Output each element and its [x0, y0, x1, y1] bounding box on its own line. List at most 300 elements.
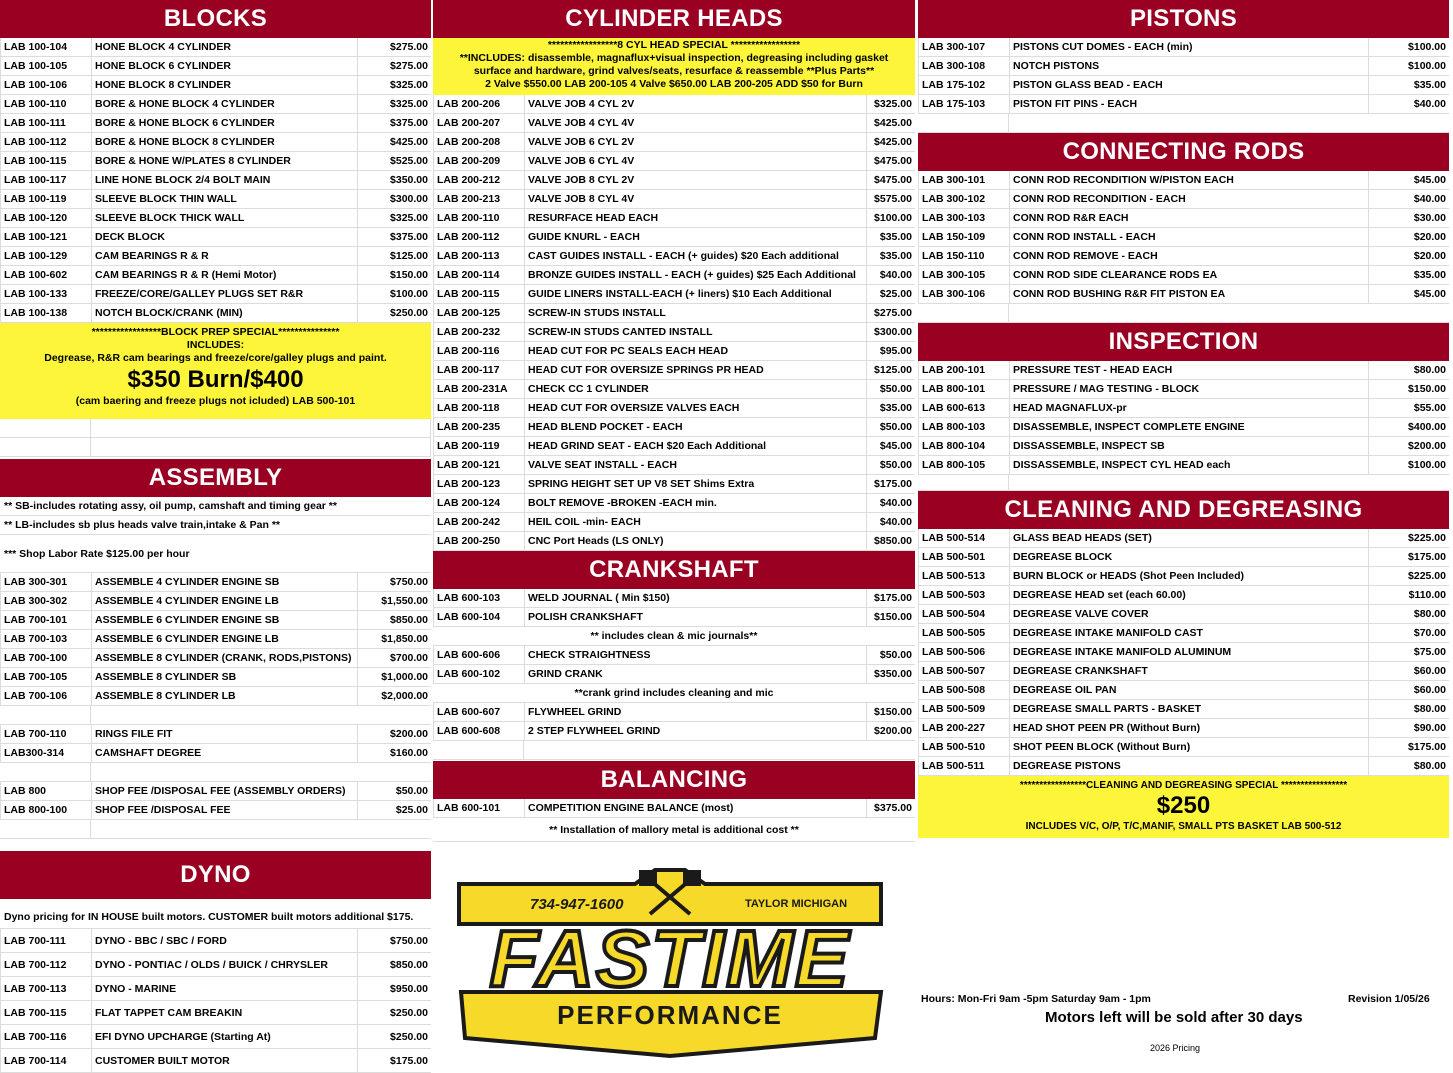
cell-price: $80.00	[1413, 364, 1446, 376]
cell-price: $100.00	[874, 212, 912, 224]
cell-code: LAB300-314	[1, 744, 92, 762]
logo-sub: PERFORMANCE	[557, 1000, 783, 1030]
cell-code: LAB 100-110	[1, 95, 92, 113]
cell-price: $525.00	[390, 155, 428, 167]
pistons-header: PISTONS	[918, 0, 1449, 38]
cell-price: $100.00	[1408, 41, 1446, 53]
cell-code: LAB 200-227	[919, 719, 1010, 737]
table-row	[919, 567, 1449, 586]
logo-location: TAYLOR MICHIGAN	[745, 898, 848, 910]
cell-code: LAB 200-110	[434, 209, 525, 227]
cell-price: $50.00	[879, 421, 912, 433]
table-row	[1, 114, 431, 133]
special-includes: INCLUDES:	[186, 339, 245, 351]
cell-desc: ASSEMBLE 4 CYLINDER ENGINE LB	[92, 592, 358, 610]
cell-desc: WELD JOURNAL ( Min $150)	[525, 589, 867, 607]
cell-desc: VALVE JOB 8 CYL 2V	[525, 171, 867, 189]
cell-code: LAB 600-607	[434, 703, 525, 721]
special-note: (cam baering and freeze plugs not icluded) LAB 500-101	[75, 395, 356, 407]
cell-price: $40.00	[1413, 193, 1446, 205]
table-row	[434, 532, 915, 551]
cell-desc: DECK BLOCK	[92, 228, 358, 246]
table-row	[434, 323, 915, 342]
table-row	[434, 285, 915, 304]
cell-code: LAB 500-504	[919, 605, 1010, 623]
inspection-header: INSPECTION	[918, 323, 1449, 361]
cell-price: $850.00	[390, 614, 428, 626]
cell-price: $60.00	[1413, 684, 1446, 696]
cell-price: $325.00	[390, 79, 428, 91]
cleaning-special	[918, 776, 1449, 838]
table-row	[1, 977, 431, 1001]
cell-desc: SHOP FEE /DISPOSAL FEE	[92, 801, 358, 819]
cell-price: $150.00	[1408, 383, 1446, 395]
cell-desc: SCREW-IN STUDS INSTALL	[525, 304, 867, 322]
cell-desc: BOLT REMOVE -BROKEN -EACH min.	[525, 494, 867, 512]
cell-desc: ASSEMBLE 6 CYLINDER ENGINE SB	[92, 611, 358, 629]
cell-code: LAB 800-101	[919, 380, 1010, 398]
assembly-table-2	[0, 725, 431, 763]
cell-price: $60.00	[1413, 665, 1446, 677]
table-row	[919, 605, 1449, 624]
cleaning-header: CLEANING AND DEGREASING	[918, 491, 1449, 529]
cell-price: $45.00	[1413, 174, 1446, 186]
cell-code: LAB 700-106	[1, 687, 92, 705]
cell-code: LAB 200-116	[434, 342, 525, 360]
block-prep-special	[0, 323, 431, 419]
table-row	[1, 1049, 431, 1073]
cell-price: $125.00	[874, 364, 912, 376]
cell-price: $425.00	[390, 136, 428, 148]
cell-desc: DYNO - PONTIAC / OLDS / BUICK / CHRYSLER	[92, 953, 358, 976]
table-row	[434, 380, 915, 399]
assembly-header: ASSEMBLY	[0, 459, 431, 497]
cell-desc: CONN ROD R&R EACH	[1010, 209, 1369, 227]
head-special-line4: 2 Valve $550.00 LAB 200-105 4 Valve $650.00 LAB 200-205 ADD $50 for Burn	[485, 78, 863, 90]
cell-price: $160.00	[390, 747, 428, 759]
cell-desc: CAM BEARINGS R & R	[92, 247, 358, 265]
cell-desc: CONN ROD INSTALL - EACH	[1010, 228, 1369, 246]
table-row	[1, 744, 431, 763]
table-row	[434, 608, 915, 627]
cell-desc: COMPETITION ENGINE BALANCE (most)	[525, 799, 867, 817]
cell-desc: DISSASSEMBLE, INSPECT CYL HEAD each	[1010, 456, 1369, 474]
cell-desc: SHOT PEEN BLOCK (Without Burn)	[1010, 738, 1369, 756]
table-row	[1, 592, 431, 611]
cell-code: LAB 500-507	[919, 662, 1010, 680]
cell-desc: HONE BLOCK 4 CYLINDER	[92, 38, 358, 56]
cell-code: LAB 600-104	[434, 608, 525, 626]
cell-price: $175.00	[874, 592, 912, 604]
cell-desc: HEAD CUT FOR PC SEALS EACH HEAD	[525, 342, 867, 360]
cell-code: LAB 200-121	[434, 456, 525, 474]
balancing-table	[433, 799, 915, 818]
table-row	[434, 266, 915, 285]
empty-row	[433, 741, 915, 760]
table-row	[919, 285, 1449, 304]
table-row	[1, 38, 431, 57]
cell-desc: HEAD SHOT PEEN PR (Without Burn)	[1010, 719, 1369, 737]
table-row	[434, 589, 915, 608]
cell-code: LAB 700-114	[1, 1049, 92, 1072]
table-row	[434, 304, 915, 323]
table-row	[434, 418, 915, 437]
table-row	[1, 1025, 431, 1049]
cell-price: $275.00	[390, 60, 428, 72]
crank-note-grind: **crank grind includes cleaning and mic	[433, 684, 915, 703]
cell-desc: CUSTOMER BUILT MOTOR	[92, 1049, 358, 1072]
dyno-note: Dyno pricing for IN HOUSE built motors. CUSTOMER built motors additional $175.	[0, 899, 431, 929]
assembly-table	[0, 573, 431, 706]
table-row	[1, 611, 431, 630]
table-row	[919, 418, 1449, 437]
cell-code: LAB 300-102	[919, 190, 1010, 208]
blocks-header: BLOCKS	[0, 0, 431, 38]
cell-price: $80.00	[1413, 760, 1446, 772]
table-row	[919, 209, 1449, 228]
cylinder-heads-table	[433, 95, 915, 551]
hours-text: Hours: Mon-Fri 9am -5pm Saturday 9am - 1pm	[921, 993, 1151, 1005]
table-row	[1, 133, 431, 152]
cell-desc: VALVE JOB 6 CYL 2V	[525, 133, 867, 151]
cell-price: $300.00	[874, 326, 912, 338]
cell-desc: ASSEMBLE 4 CYLINDER ENGINE SB	[92, 573, 358, 591]
cell-price: $275.00	[874, 307, 912, 319]
cell-desc: HEIL COIL -min- EACH	[525, 513, 867, 531]
cell-desc: GLASS BEAD HEADS (SET)	[1010, 529, 1369, 547]
column-left	[0, 0, 431, 1073]
cell-price: $150.00	[874, 611, 912, 623]
cell-code: LAB 300-107	[919, 38, 1010, 56]
cell-code: LAB 300-108	[919, 57, 1010, 75]
cell-desc: CONN ROD SIDE CLEARANCE RODS EA	[1010, 266, 1369, 284]
cell-desc: CONN ROD BUSHING R&R FIT PISTON EA	[1010, 285, 1369, 303]
cell-desc: ASSEMBLE 6 CYLINDER ENGINE LB	[92, 630, 358, 648]
cell-desc: BORE & HONE BLOCK 4 CYLINDER	[92, 95, 358, 113]
cell-desc: FREEZE/CORE/GALLEY PLUGS SET R&R	[92, 285, 358, 303]
cell-price: $110.00	[1408, 589, 1446, 601]
cell-price: $1,850.00	[381, 633, 428, 645]
cell-desc: PRESSURE TEST - HEAD EACH	[1010, 361, 1369, 379]
cell-desc: HEAD CUT FOR OVERSIZE VALVES EACH	[525, 399, 867, 417]
cell-desc: DYNO - BBC / SBC / FORD	[92, 929, 358, 952]
cell-code: LAB 200-235	[434, 418, 525, 436]
pricing-year: 2026 Pricing	[1150, 1043, 1201, 1053]
table-row	[1, 190, 431, 209]
cell-price: $100.00	[1408, 459, 1446, 471]
cell-code: LAB 100-119	[1, 190, 92, 208]
cell-price: $850.00	[390, 958, 428, 971]
cell-code: LAB 200-250	[434, 532, 525, 550]
table-row	[1, 247, 431, 266]
cell-desc: HEAD BLEND POCKET - EACH	[525, 418, 867, 436]
cell-desc: DEGREASE HEAD set (each 60.00)	[1010, 586, 1369, 604]
cell-desc: RESURFACE HEAD EACH	[525, 209, 867, 227]
table-row	[434, 95, 915, 114]
cell-price: $80.00	[1413, 703, 1446, 715]
cleaning-special-price: $250	[1156, 792, 1211, 819]
empty-row	[918, 114, 1449, 133]
cell-code: LAB 300-106	[919, 285, 1010, 303]
table-row	[919, 247, 1449, 266]
cell-price: $750.00	[390, 934, 428, 947]
cell-price: $150.00	[874, 706, 912, 718]
cell-code: LAB 200-213	[434, 190, 525, 208]
table-row	[434, 171, 915, 190]
table-row	[919, 399, 1449, 418]
cell-desc: CONN ROD REMOVE - EACH	[1010, 247, 1369, 265]
cell-code: LAB 300-103	[919, 209, 1010, 227]
table-row	[919, 38, 1449, 57]
cell-code: LAB 200-125	[434, 304, 525, 322]
table-row	[919, 437, 1449, 456]
cell-price: $350.00	[874, 668, 912, 680]
table-row	[434, 646, 915, 665]
cell-code: LAB 200-114	[434, 266, 525, 284]
cell-code: LAB 500-503	[919, 586, 1010, 604]
cell-code: LAB 800	[1, 782, 92, 800]
table-row	[919, 700, 1449, 719]
cell-desc: GRIND CRANK	[525, 665, 867, 683]
cell-code: LAB 500-514	[919, 529, 1010, 547]
cell-price: $200.00	[390, 728, 428, 740]
head-special-line2: **INCLUDES: disassemble, magnaflux+visual inspection, degreasing including gasket	[459, 52, 889, 64]
cell-price: $55.00	[1413, 402, 1446, 414]
cell-code: LAB 200-209	[434, 152, 525, 170]
empty-row	[0, 763, 431, 782]
empty-row	[0, 438, 431, 457]
cell-desc: LINE HONE BLOCK 2/4 BOLT MAIN	[92, 171, 358, 189]
table-row	[1, 630, 431, 649]
cell-price: $25.00	[395, 804, 428, 816]
cell-desc: RINGS FILE FIT	[92, 725, 358, 743]
cell-price: $225.00	[1408, 570, 1446, 582]
table-row	[919, 586, 1449, 605]
crankshaft-table-2	[433, 646, 915, 684]
table-row	[434, 228, 915, 247]
cell-price: $250.00	[390, 307, 428, 319]
cell-code: LAB 600-103	[434, 589, 525, 607]
cell-price: $35.00	[1413, 79, 1446, 91]
motors-note: Motors left will be sold after 30 days	[1045, 1009, 1303, 1026]
cell-desc: CONN ROD RECONDITION - EACH	[1010, 190, 1369, 208]
labor-rate-note: *** Shop Labor Rate $125.00 per hour	[0, 535, 431, 573]
cell-price: $325.00	[390, 98, 428, 110]
cell-price: $200.00	[874, 725, 912, 737]
cell-code: LAB 100-120	[1, 209, 92, 227]
table-row	[919, 456, 1449, 475]
cell-code: LAB 500-510	[919, 738, 1010, 756]
cell-price: $700.00	[390, 652, 428, 664]
crank-note-journals: ** includes clean & mic journals**	[433, 627, 915, 646]
cylinder-heads-header: CYLINDER HEADS	[433, 0, 915, 38]
cell-price: $300.00	[390, 193, 428, 205]
cell-desc: NOTCH BLOCK/CRANK (MIN)	[92, 304, 358, 322]
special-desc: Degrease, R&R cam bearings and freeze/core/galley plugs and paint.	[44, 352, 387, 364]
balancing-header: BALANCING	[433, 761, 915, 799]
cell-price: $40.00	[879, 497, 912, 509]
cell-desc: ASSEMBLE 8 CYLINDER (CRANK, RODS,PISTONS)	[92, 649, 358, 667]
cell-code: LAB 100-121	[1, 228, 92, 246]
table-row	[434, 342, 915, 361]
cell-price: $125.00	[390, 250, 428, 262]
cell-desc: VALVE JOB 8 CYL 4V	[525, 190, 867, 208]
table-row	[919, 681, 1449, 700]
cell-price: $50.00	[879, 649, 912, 661]
cell-code: LAB 100-106	[1, 76, 92, 94]
cell-price: $1,550.00	[381, 595, 428, 607]
cell-code: LAB 600-102	[434, 665, 525, 683]
cell-desc: 2 STEP FLYWHEEL GRIND	[525, 722, 867, 740]
cell-desc: DEGREASE INTAKE MANIFOLD ALUMINUM	[1010, 643, 1369, 661]
cell-price: $750.00	[390, 576, 428, 588]
table-row	[919, 548, 1449, 567]
cell-price: $45.00	[879, 440, 912, 452]
empty-row	[0, 419, 431, 438]
table-row	[919, 662, 1449, 681]
cell-code: LAB 800-103	[919, 418, 1010, 436]
table-row	[1, 95, 431, 114]
cell-code: LAB 700-113	[1, 977, 92, 1000]
table-row	[919, 228, 1449, 247]
cell-code: LAB 100-117	[1, 171, 92, 189]
cell-price: $175.00	[874, 478, 912, 490]
cell-price: $100.00	[390, 288, 428, 300]
cell-price: $95.00	[879, 345, 912, 357]
empty-row	[0, 706, 431, 725]
table-row	[1, 209, 431, 228]
cell-code: LAB 700-116	[1, 1025, 92, 1048]
cell-desc: DEGREASE PISTONS	[1010, 757, 1369, 775]
table-row	[434, 437, 915, 456]
cell-price: $175.00	[390, 1054, 428, 1067]
table-row	[1, 782, 431, 801]
revision-text: Revision 1/05/26	[1348, 993, 1430, 1005]
cell-code: LAB 700-115	[1, 1001, 92, 1024]
cell-price: $375.00	[390, 117, 428, 129]
head-special-title: *****************8 CYL HEAD SPECIAL *****************	[547, 39, 801, 51]
cell-desc: PISTON FIT PINS - EACH	[1010, 95, 1369, 113]
cell-code: LAB 500-511	[919, 757, 1010, 775]
cell-price: $40.00	[1413, 98, 1446, 110]
table-row	[434, 133, 915, 152]
table-row	[434, 703, 915, 722]
cell-desc: HEAD MAGNAFLUX-pr	[1010, 399, 1369, 417]
table-row	[919, 190, 1449, 209]
cell-desc: CAM BEARINGS R & R (Hemi Motor)	[92, 266, 358, 284]
cell-desc: GUIDE LINERS INSTALL-EACH (+ liners) $10 Each Additional	[525, 285, 867, 303]
connecting-rods-table	[918, 171, 1449, 304]
cell-desc: CAMSHAFT DEGREE	[92, 744, 358, 762]
cell-code: LAB 200-212	[434, 171, 525, 189]
cell-desc: FLAT TAPPET CAM BREAKIN	[92, 1001, 358, 1024]
crankshaft-table	[433, 589, 915, 627]
cell-code: LAB 100-602	[1, 266, 92, 284]
cell-code: LAB 500-508	[919, 681, 1010, 699]
dyno-table	[0, 929, 431, 1073]
cell-code: LAB 200-115	[434, 285, 525, 303]
table-row	[1, 1001, 431, 1025]
cell-code: LAB 100-133	[1, 285, 92, 303]
cell-code: LAB 300-302	[1, 592, 92, 610]
table-row	[919, 171, 1449, 190]
cell-desc: VALVE JOB 4 CYL 2V	[525, 95, 867, 113]
cell-code: LAB 200-206	[434, 95, 525, 113]
cell-code: LAB 300-301	[1, 573, 92, 591]
table-row	[1, 801, 431, 820]
cell-price: $45.00	[1413, 288, 1446, 300]
table-row	[1, 152, 431, 171]
cell-price: $90.00	[1413, 722, 1446, 734]
cell-price: $2,000.00	[381, 690, 428, 702]
cell-code: LAB 175-102	[919, 76, 1010, 94]
cell-price: $200.00	[1408, 440, 1446, 452]
cell-code: LAB 200-208	[434, 133, 525, 151]
cell-price: $175.00	[1408, 551, 1446, 563]
cell-price: $40.00	[879, 516, 912, 528]
cell-code: LAB 175-103	[919, 95, 1010, 113]
cell-price: $20.00	[1413, 231, 1446, 243]
cell-code: LAB 700-111	[1, 929, 92, 952]
cell-code: LAB 500-509	[919, 700, 1010, 718]
fastime-logo	[445, 862, 895, 1058]
cell-desc: BORE & HONE W/PLATES 8 CYLINDER	[92, 152, 358, 170]
cell-code: LAB 200-119	[434, 437, 525, 455]
cell-code: LAB 700-100	[1, 649, 92, 667]
cell-desc: DEGREASE CRANKSHAFT	[1010, 662, 1369, 680]
crankshaft-table-3	[433, 703, 915, 741]
table-row	[919, 757, 1449, 776]
cell-code: LAB 500-513	[919, 567, 1010, 585]
cell-price: $35.00	[879, 250, 912, 262]
cell-price: $80.00	[1413, 608, 1446, 620]
cell-price: $50.00	[879, 383, 912, 395]
cell-desc: CHECK CC 1 CYLINDER	[525, 380, 867, 398]
cell-price: $30.00	[1413, 212, 1446, 224]
cell-code: LAB 200-118	[434, 399, 525, 417]
table-row	[919, 76, 1449, 95]
cell-price: $475.00	[874, 174, 912, 186]
cell-price: $475.00	[874, 155, 912, 167]
cell-desc: PISTON GLASS BEAD - EACH	[1010, 76, 1369, 94]
head-special-line3: surface and hardware, grind valves/seats, resurface & reassemble **Plus Parts**	[473, 65, 875, 77]
column-middle	[433, 0, 915, 842]
table-row	[1, 57, 431, 76]
table-row	[434, 494, 915, 513]
special-price: $350 Burn/$400	[127, 366, 304, 393]
table-row	[919, 380, 1449, 399]
cell-price: $400.00	[1408, 421, 1446, 433]
table-row	[1, 304, 431, 323]
cell-desc: HONE BLOCK 8 CYLINDER	[92, 76, 358, 94]
cell-desc: DEGREASE BLOCK	[1010, 548, 1369, 566]
cell-price: $1,000.00	[381, 671, 428, 683]
cell-code: LAB 200-231A	[434, 380, 525, 398]
cell-code: LAB 100-138	[1, 304, 92, 322]
cell-code: LAB 600-613	[919, 399, 1010, 417]
special-title: *****************BLOCK PREP SPECIAL***************	[91, 326, 340, 338]
table-row	[434, 399, 915, 418]
table-row	[1, 668, 431, 687]
empty-row	[918, 304, 1449, 323]
connecting-rods-header: CONNECTING RODS	[918, 133, 1449, 171]
cell-price: $375.00	[874, 802, 912, 814]
cell-desc: BORE & HONE BLOCK 8 CYLINDER	[92, 133, 358, 151]
cell-code: LAB 200-113	[434, 247, 525, 265]
cell-code: LAB 700-110	[1, 725, 92, 743]
cell-desc: CNC Port Heads (LS ONLY)	[525, 532, 867, 550]
cell-desc: HONE BLOCK 6 CYLINDER	[92, 57, 358, 75]
